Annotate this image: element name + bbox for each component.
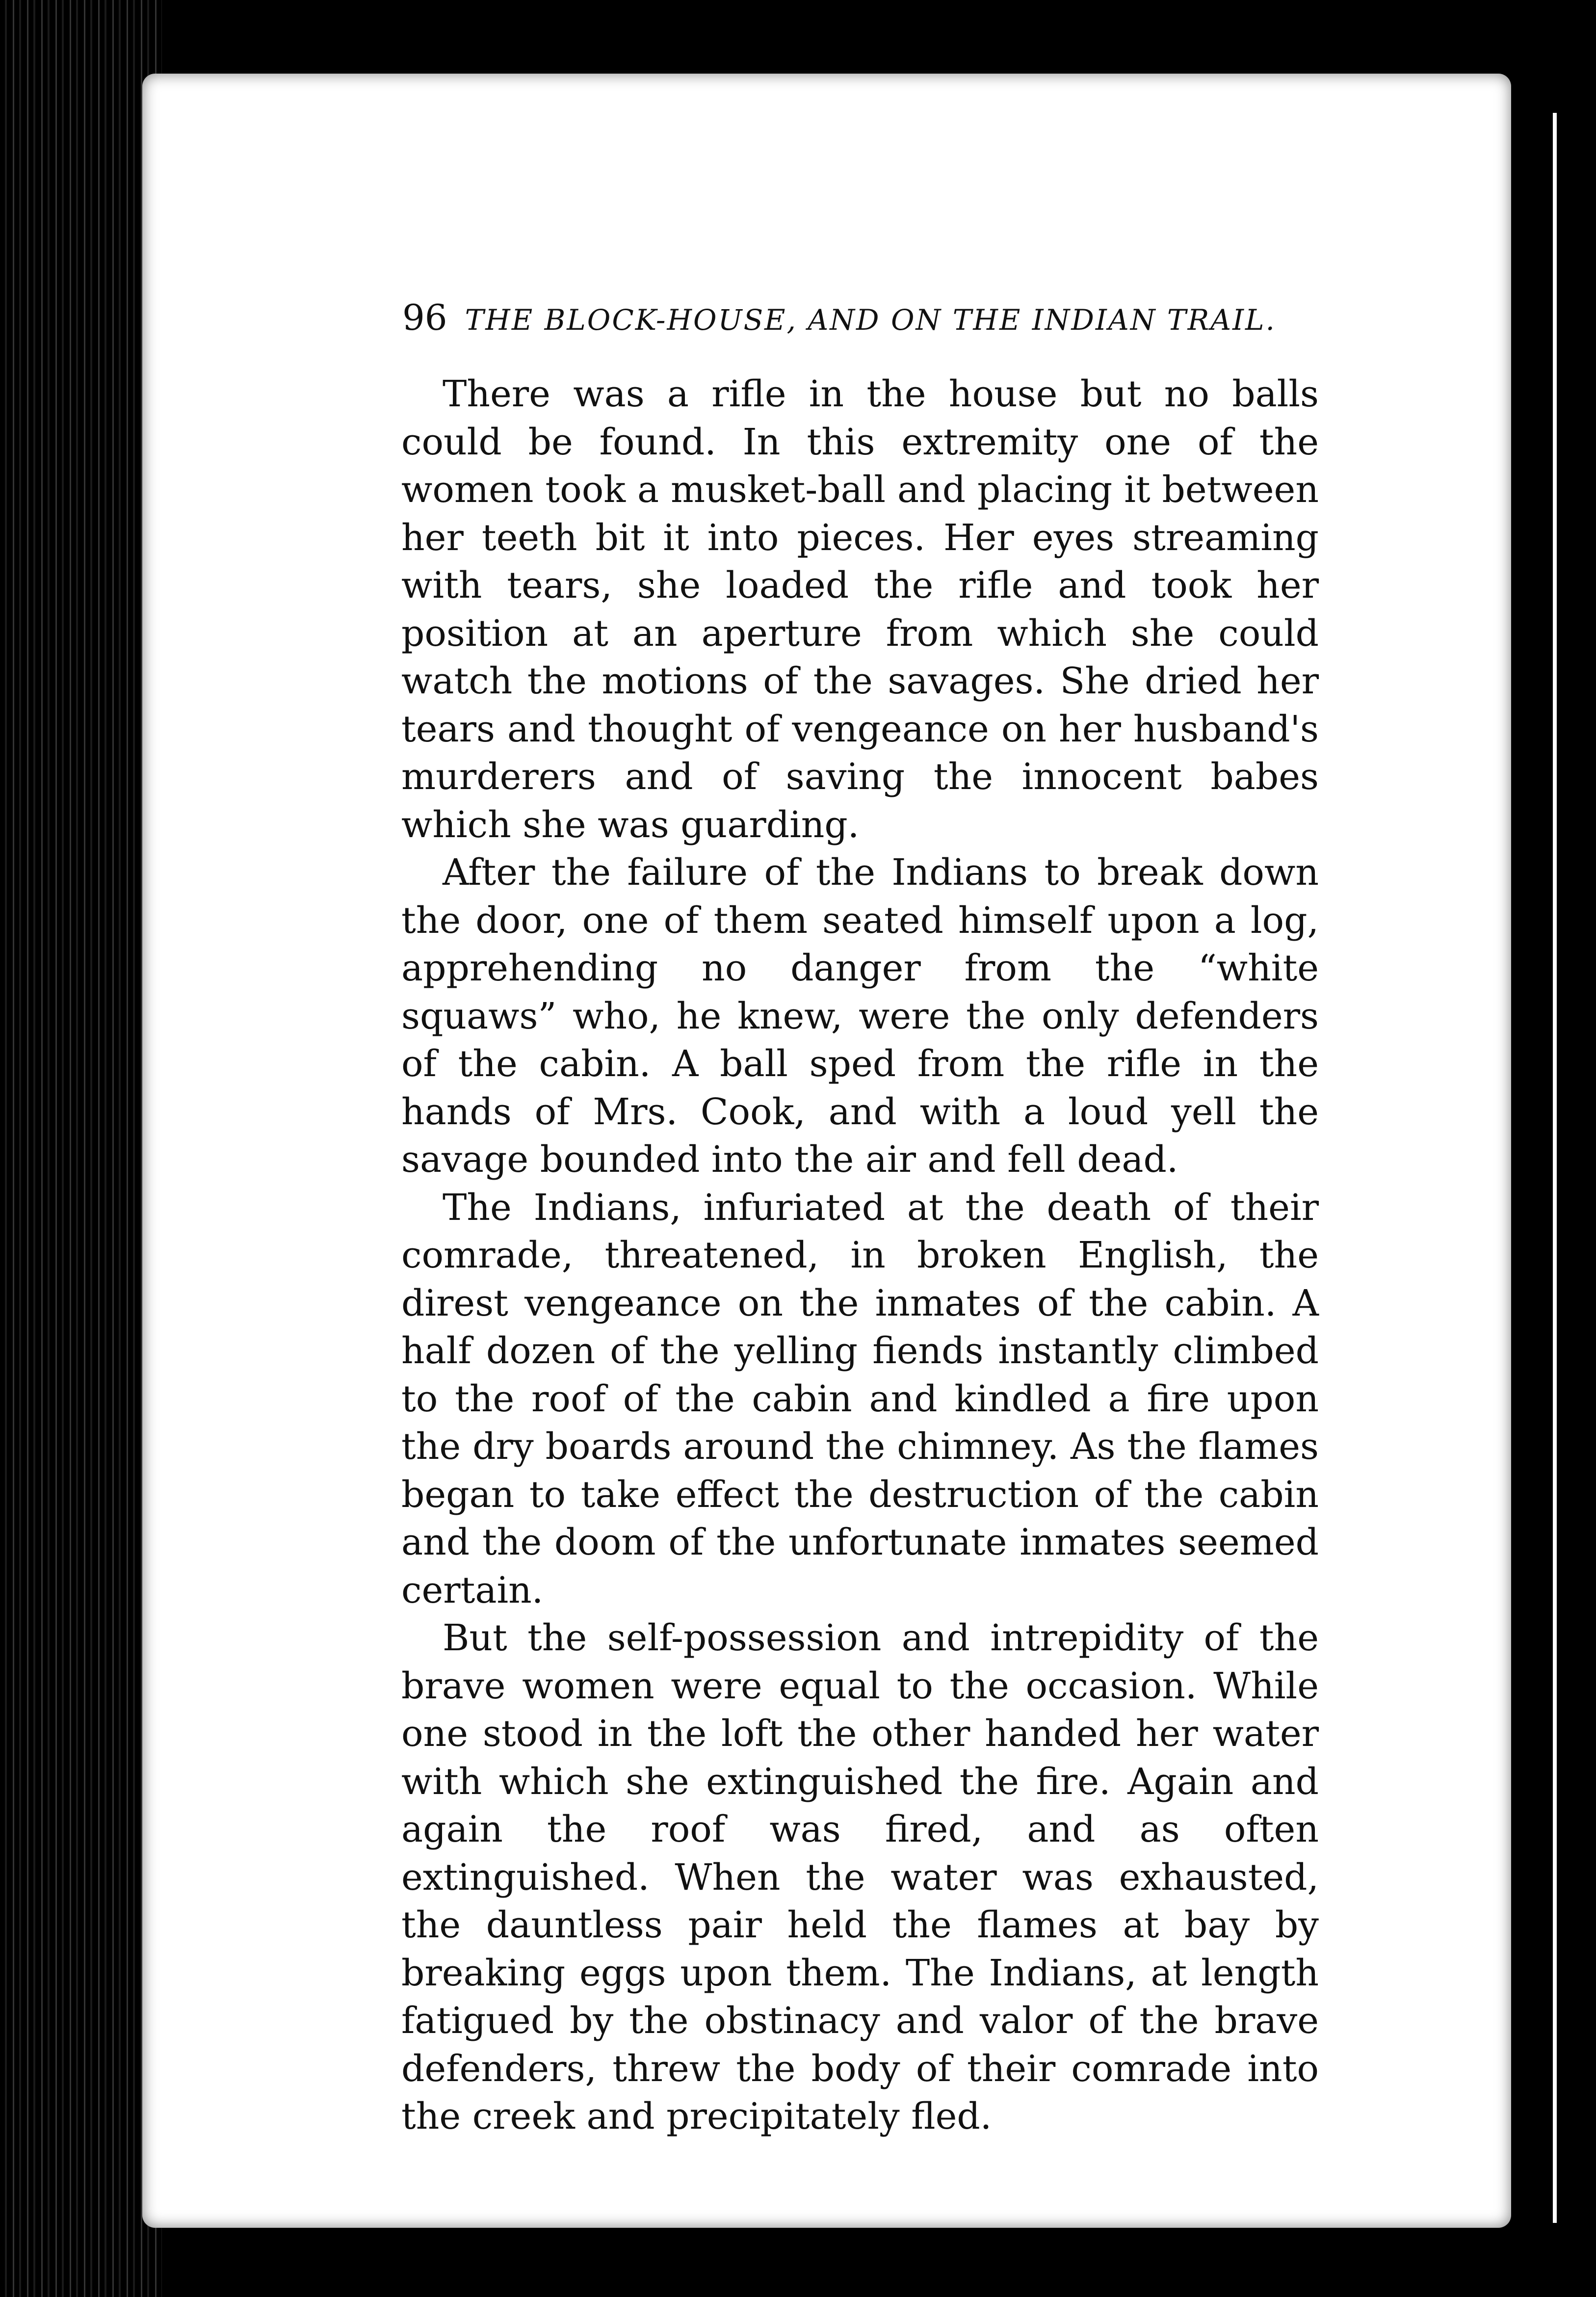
body-text <box>401 370 1319 2141</box>
scan-border-left <box>0 0 162 2297</box>
binding-line <box>1553 113 1557 2223</box>
running-head: THE BLOCK-HOUSE, AND ON THE INDIAN TRAIL. <box>465 303 1276 337</box>
paragraph-2: After the failure of the Indians to break down the door, one of them seated himself upon a log, apprehending no danger from the “white squaws” who, he knew, were the only defenders of the cabin. A ball sped from the rifle in the hands of Mrs. Cook, and with a loud yell the savage bounded into the air and fell dead. <box>401 851 1319 1181</box>
paragraph-3: The Indians, infuriated at the death of their comrade, threatened, in broken English, the direst vengeance on the inmates of the cabin. A half dozen of the yelling fiends instantly climbed to the roof of the cabin and kindled a fire upon the dry boards around the chimney. As the flames began to take effect the destruction of the cabin and the doom of the unfortunate inmates seemed certain. <box>401 1186 1319 1611</box>
paragraph-4: But the self-possession and intrepidity of the brave women were equal to the occasion. While one stood in the loft the other handed her water with which she extinguished the fire. Again and again the roof was fired, and as often extinguished. When the water was exhausted, the dauntless pair held the flames at bay by breaking eggs upon them. The Indians, at length fatigued by the obstinacy and valor of the brave defenders, threw the body of their comrade into the creek and precipitately fled. <box>401 1617 1319 2138</box>
page-header <box>402 297 1295 338</box>
scan-border-right <box>1510 0 1596 2297</box>
page-number: 96 <box>402 297 447 338</box>
paragraph-1: There was a rifle in the house but no balls could be found. In this extremity one of the women took a musket-ball and placing it between her teeth bit it into pieces. Her eyes streaming with tears, she loaded the rifle and took her position at an aperture from which she could watch the motions of the savages. She dried her tears and thought of vengeance on her husband's murderers and of saving the innocent babes which she was guarding. <box>401 373 1319 846</box>
